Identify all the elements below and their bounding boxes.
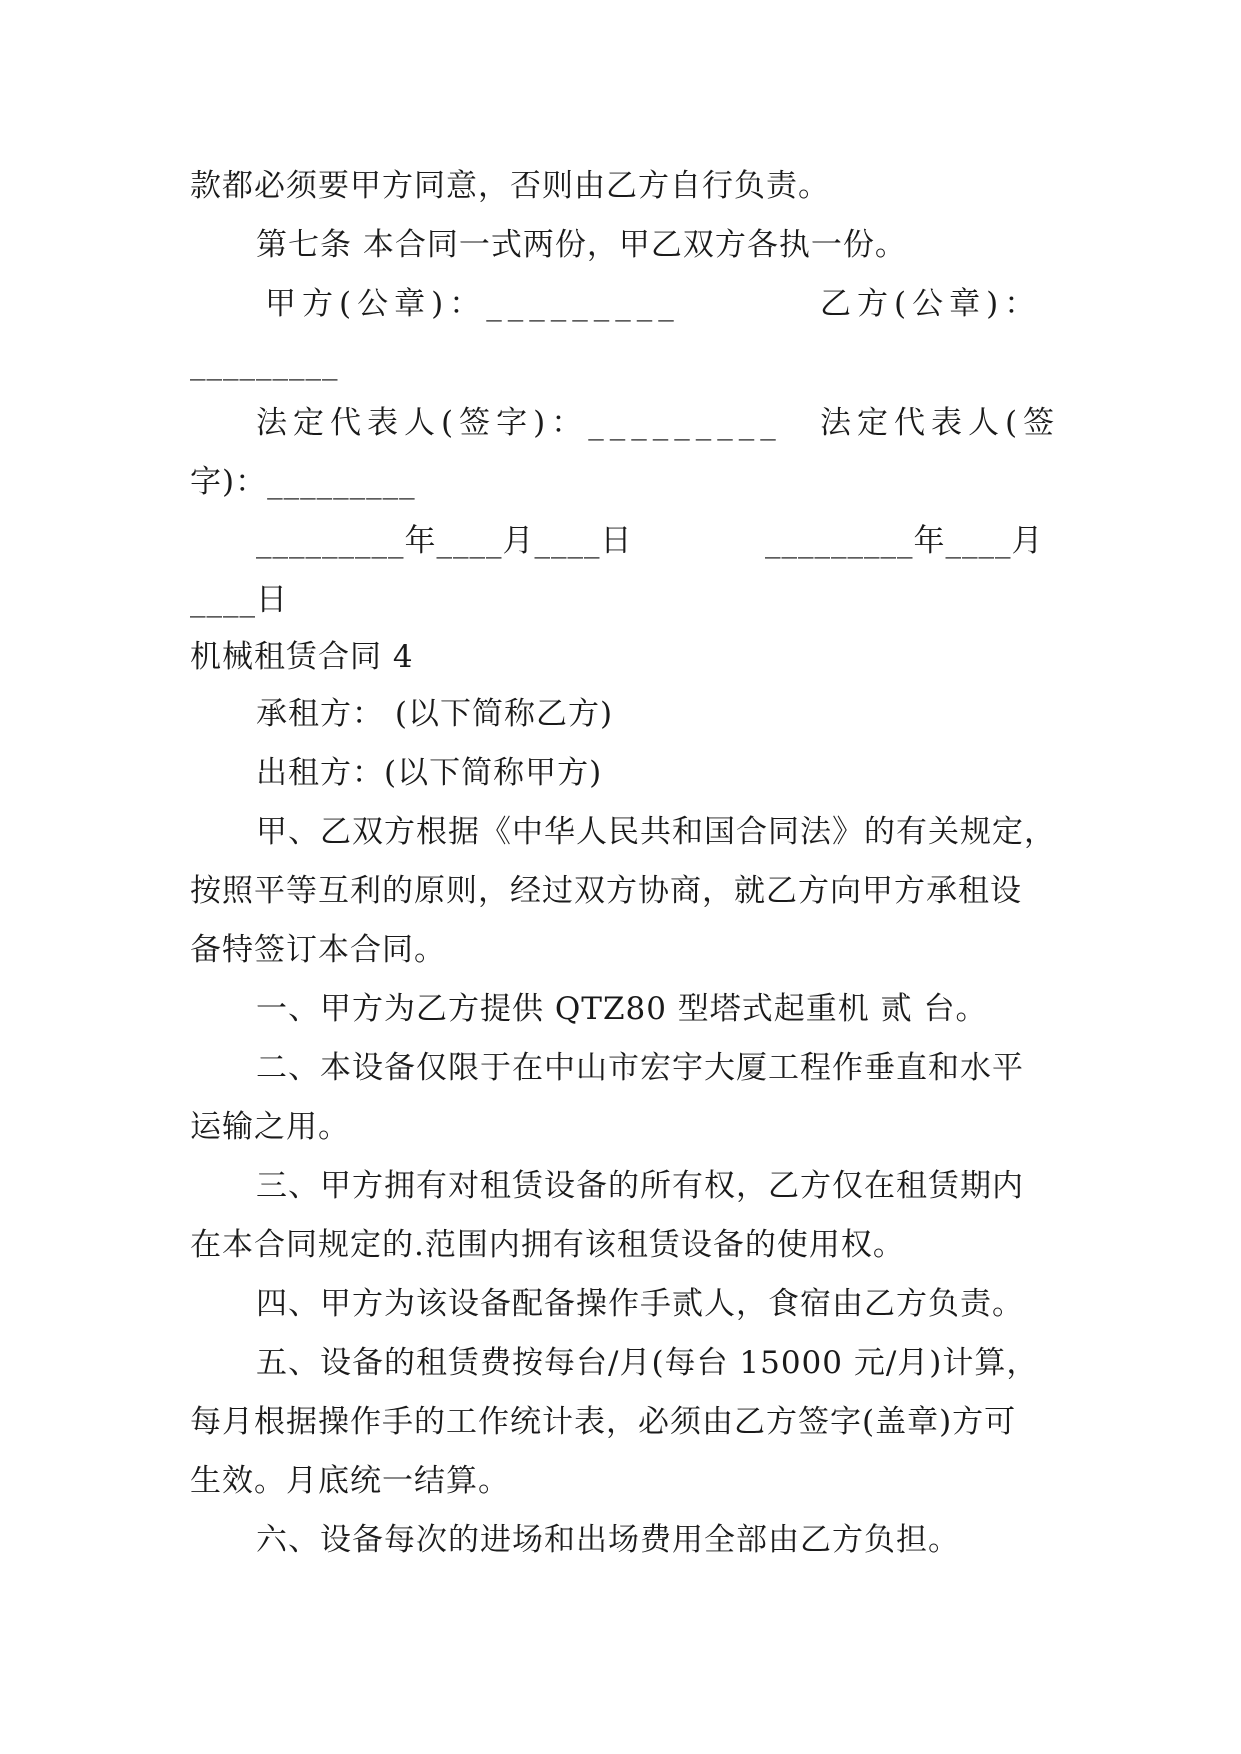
text-line: 在本合同规定的.范围内拥有该租赁设备的使用权。 [190,1227,905,1263]
party-b-seal-blank: _________ [190,345,339,381]
text-line: 生效。月底统一结算。 [190,1463,510,1499]
text-line: 六、设备每次的进场和出场费用全部由乙方负担。 [256,1522,960,1558]
party-a-representative-line: 法定代表人(签字)：_________ [256,405,782,441]
party-b-date-line: _________年____月 [765,523,1044,559]
party-a-date-line: _________年____月____日 [256,523,633,559]
text-line: 每月根据操作手的工作统计表，必须由乙方签字(盖章)方可 [190,1404,1017,1440]
party-a-seal-line: 甲方(公章)：_________ [265,286,680,322]
text-line: 一、甲方为乙方提供 QTZ80 型塔式起重机 贰 台。 [256,991,988,1027]
party-b-representative-line: 法定代表人(签 [820,405,1061,441]
section-title: 机械租赁合同 4 [190,639,414,675]
party-b-seal-line: 乙方(公章)： [820,286,1042,322]
text-line: 四、甲方为该设备配备操作手贰人，食宿由乙方负责。 [256,1286,1024,1322]
text-line: 承租方： (以下简称乙方) [256,696,614,732]
text-line: 五、设备的租赁费按每台/月(每台 15000 元/月)计算， [256,1345,1039,1381]
text-line: 三、甲方拥有对租赁设备的所有权，乙方仅在租赁期内 [256,1168,1024,1204]
text-line: 甲、乙双方根据《中华人民共和国合同法》的有关规定， [256,814,1056,850]
party-b-representative-continued: 字)：_________ [190,464,416,500]
text-line: 款都必须要甲方同意，否则由乙方自行负责。 [190,168,830,204]
text-line: 按照平等互利的原则，经过双方协商，就乙方向甲方承租设 [190,873,1022,909]
text-line: 备特签订本合同。 [190,932,446,968]
party-b-date-continued: ____日 [190,582,288,618]
text-line: 运输之用。 [190,1109,350,1145]
text-line: 第七条 本合同一式两份，甲乙双方各执一份。 [256,227,907,263]
text-line: 出租方：(以下简称甲方) [256,755,603,791]
text-line: 二、本设备仅限于在中山市宏宇大厦工程作垂直和水平 [256,1050,1024,1086]
